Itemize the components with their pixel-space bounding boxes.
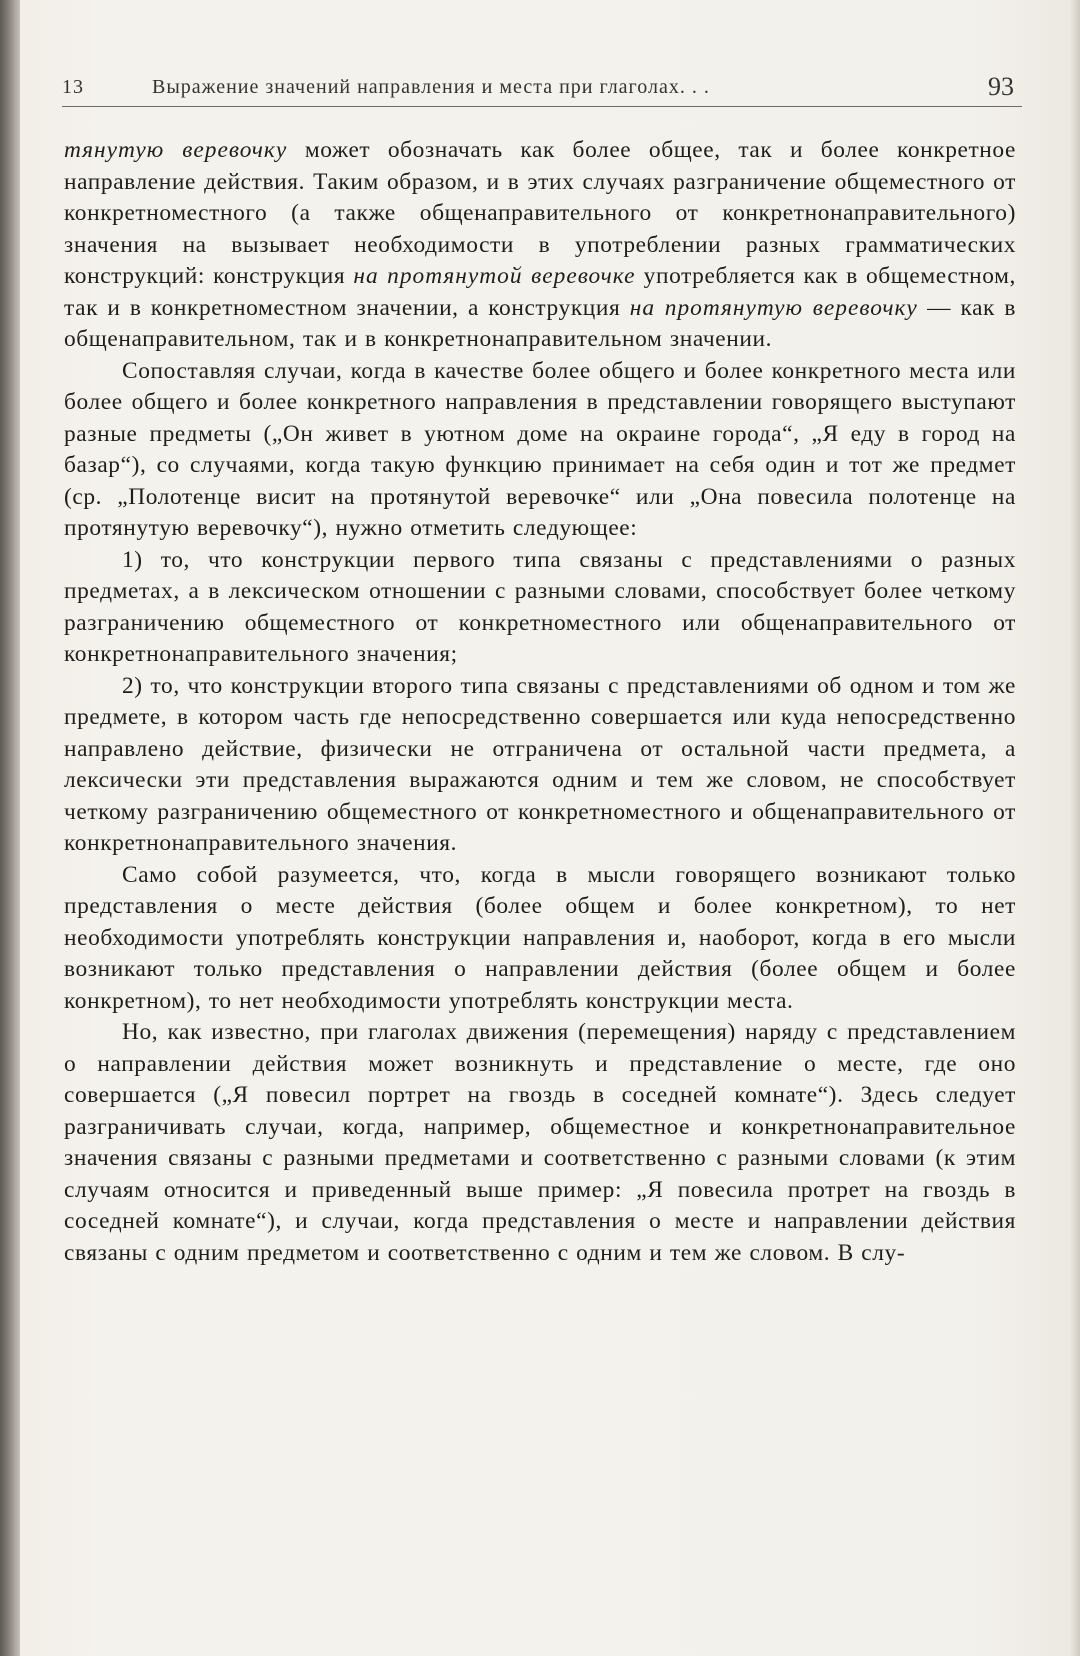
running-title: Выражение значений направления и места при глаголах. . . bbox=[152, 76, 710, 98]
paragraph-4: 2) то, что конструкции второго типа связаны с представлениями об одном и том же предмете, в котором часть где непосредственно совершается или куда непосредственно направлено действие, физически не отграничена от остальной части предмета, а лексически эти представления выражаются одним и тем же словом, не способствует четкому разграничению общеместного от конкретноместного и общенаправительного от конкретнонаправительного значения. bbox=[64, 672, 1016, 856]
paragraph-1 bbox=[64, 135, 1016, 356]
paragraph-6: Но, как известно, при глаголах движения (перемещения) наряду с представлением о направлении действия может возникнуть и представление о месте, где оно совершается („Я повесил портрет на гвоздь в соседней комнате“). Здесь следует разграничивать случаи, когда, например, общеместное и конкретнонаправительное значения связаны с разными предметами и соответственно с разными словами (к этим случаям относится и приведенный выше пример: „Я повесила протрет на гвоздь в соседней комнате“), и случаи, когда представления о месте и направлении действия связаны с одним предметом и соответственно с одним и тем же словом. В слу- bbox=[64, 1019, 1016, 1266]
paragraph-2: Сопоставляя случаи, когда в качестве более общего и более конкретного места или более общего и более конкретного направления в представлении говорящего выступают разные предметы („Он живет в уютном доме на окраине города“, „Я еду в город на базар“), со случаями, когда такую функцию принимает на себя один и тот же предмет (ср. „Полотенце висит на протянутой веревочке“ или „Она повесила полотенце на протянутую веревочку“), нужно отметить следующее: bbox=[64, 357, 1016, 541]
italic-phrase: тянутую веревочку bbox=[64, 137, 288, 163]
book-binding-edge bbox=[0, 0, 20, 1656]
text-run: — как в общенаправительном, так и в конкретнонаправительном значении. bbox=[64, 294, 1016, 352]
header-rule bbox=[62, 106, 1022, 107]
chapter-number: 13 bbox=[62, 76, 84, 98]
italic-phrase: на протянутой веревочке bbox=[353, 263, 636, 289]
page-number: 93 bbox=[988, 72, 1014, 101]
body-text bbox=[64, 135, 1016, 1269]
paragraph-3: 1) то, что конструкции первого типа связаны с представлениями о разных предметах, а в лексическом отношении с разными словами, способствует более четкому разграничению общеместного от конкретноместного или общенаправительного от конкретнонаправительного значения; bbox=[64, 546, 1016, 667]
page-edge-shadow bbox=[1070, 0, 1080, 1656]
text-run: употребляется как в общеместном, так и в конкретноместном значении, а конструкция bbox=[64, 263, 1016, 321]
text-run: может обозначать как более общее, так и более конкретное направление действия. Таким образом, и в этих случаях разграничение общеместного от конкретноместного (а также общенаправительного от конкретнонаправительного) значения на вызывает необходимости в употреблении разных грамматических конструкций: конструкция bbox=[64, 137, 1016, 289]
paragraph-5: Само собой разумеется, что, когда в мысли говорящего возникают только представления о месте действия (более общем и более конкретном), то нет необходимости употреблять конструкции направления и, наоборот, когда в его мысли возникают только представления о направлении действия (более общем и более конкретном), то нет необходимости употреблять конструкции места. bbox=[64, 861, 1016, 1014]
italic-phrase: на протянутую веревочку bbox=[629, 294, 918, 321]
running-header bbox=[62, 72, 1022, 104]
